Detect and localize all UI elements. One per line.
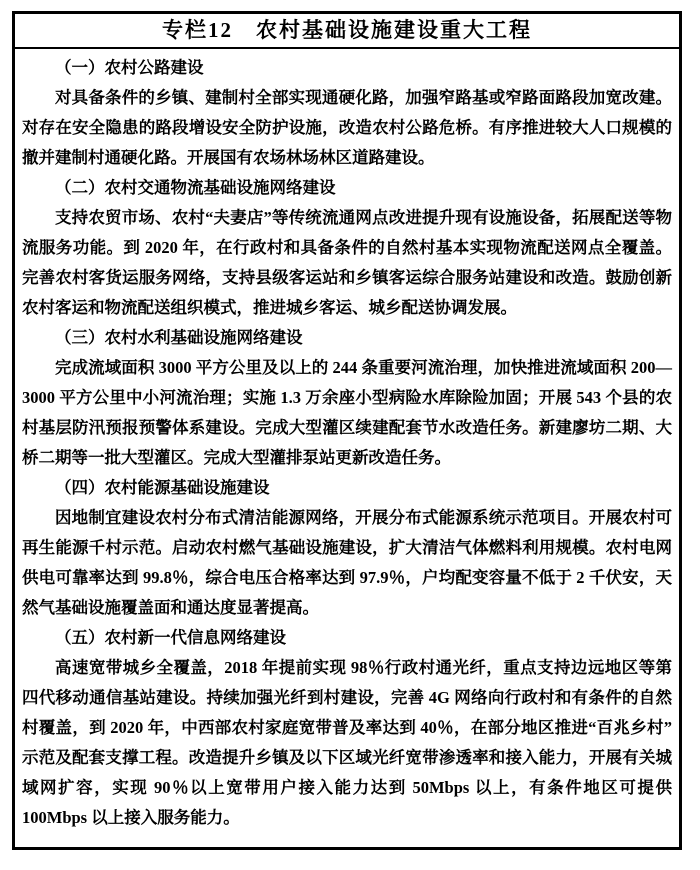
section-heading: （二）农村交通物流基础设施网络建设 — [55, 178, 336, 197]
column-body — [15, 49, 679, 837]
section-rural-energy — [22, 473, 672, 623]
column-title: 专栏12 农村基础设施建设重大工程 — [15, 14, 679, 49]
section-paragraph: 因地制宜建设农村分布式清洁能源网络，开展分布式能源系统示范项目。开展农村可再生能源千村示范。启动农村燃气基础设施建设，扩大清洁气体燃料利用规模。农村电网供电可靠率达到 99.8％，综合电压合格率达到 97.9％，户均配变容量不低于 2 千伏安，天然气基础设施覆盖面和通达度显著提高。 — [22, 508, 672, 617]
column-12-box — [12, 11, 682, 850]
section-paragraph: 支持农贸市场、农村“夫妻店”等传统流通网点改进提升现有设施设备，拓展配送等物流服务功能。到 2020 年，在行政村和具备条件的自然村基本实现物流配送网点全覆盖。完善农村客货运服务网络，支持县级客运站和乡镇客运综合服务站建设和改造。鼓励创新农村客运和物流配送组织模式，推进城乡客运、城乡配送协调发展。 — [22, 208, 672, 317]
section-paragraph: 对具备条件的乡镇、建制村全部实现通硬化路，加强窄路基或窄路面路段加宽改建。对存在安全隐患的路段增设安全防护设施，改造农村公路危桥。有序推进较大人口规模的撤并建制村通硬化路。开展国有农场林场林区道路建设。 — [22, 88, 672, 167]
section-paragraph: 完成流域面积 3000 平方公里及以上的 244 条重要河流治理，加快推进流域面积 200—3000 平方公里中小河流治理；实施 1.3 万余座小型病险水库除险加固；开展 543 个县的农村基层防汛预报预警体系建设。完成大型灌区续建配套节水改造任务。新建廖坊二期、大桥二期等一批大型灌区。完成大型灌排泵站更新改造任务。 — [22, 358, 672, 467]
section-heading: （三）农村水利基础设施网络建设 — [55, 328, 303, 347]
section-rural-roads — [22, 53, 672, 173]
section-information-network — [22, 623, 672, 833]
section-heading: （五）农村新一代信息网络建设 — [55, 628, 286, 647]
section-water-conservancy — [22, 323, 672, 473]
section-paragraph: 高速宽带城乡全覆盖，2018 年提前实现 98％行政村通光纤，重点支持边远地区等第四代移动通信基站建设。持续加强光纤到村建设，完善 4G 网络向行政村和有条件的自然村覆盖，到 2020 年，中西部农村家庭宽带普及率达到 40％，在部分地区推进“百兆乡村”示范及配套支撑工程。改造提升乡镇及以下区域光纤宽带渗透率和接入能力，开展有关城域网扩容，实现 90％以上宽带用户接入能力达到 50Mbps 以上，有条件地区可提供 100Mbps 以上接入服务能力。 — [22, 658, 672, 827]
section-transport-logistics — [22, 173, 672, 323]
section-heading: （四）农村能源基础设施建设 — [55, 478, 270, 497]
section-heading: （一）农村公路建设 — [55, 58, 204, 77]
